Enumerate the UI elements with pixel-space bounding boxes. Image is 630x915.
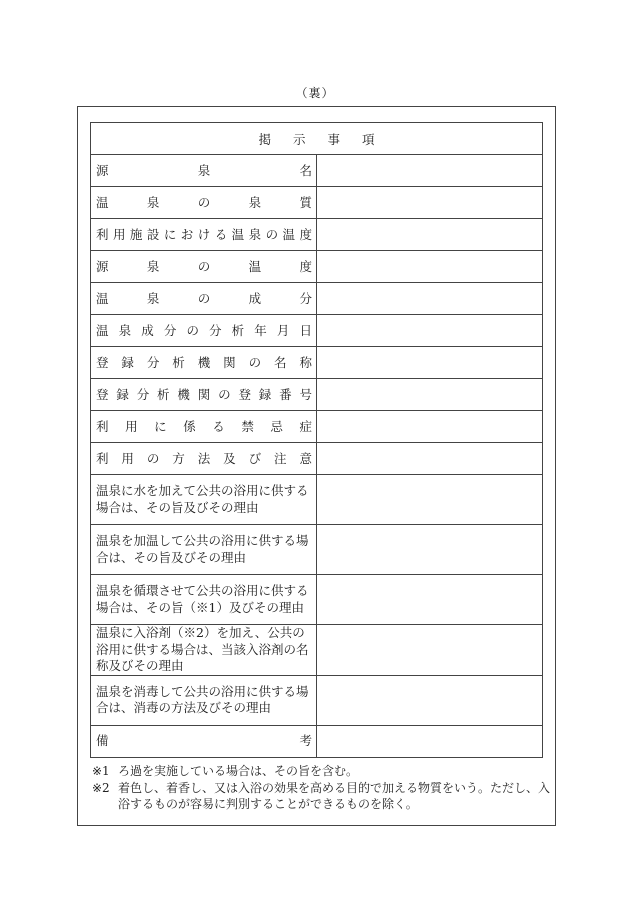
row-label: 備考: [91, 725, 317, 757]
row-value-cell[interactable]: [317, 625, 543, 676]
row-label: 利用の方法及び注意: [91, 443, 317, 475]
row-value-cell[interactable]: [317, 219, 543, 251]
row-value-cell[interactable]: [317, 347, 543, 379]
table-row: [91, 251, 543, 283]
footnote-mark: ※2: [92, 780, 110, 795]
footnotes: [92, 763, 552, 813]
row-label: 温泉の泉質: [91, 187, 317, 219]
table-row: [91, 411, 543, 443]
row-label: 温泉成分の分析年月日: [91, 315, 317, 347]
table-row: [91, 187, 543, 219]
row-label: 源泉名: [91, 155, 317, 187]
footnote: [92, 763, 552, 780]
row-label: 利用施設における温泉の温度: [91, 219, 317, 251]
footnote: [92, 780, 552, 813]
row-value-cell[interactable]: [317, 315, 543, 347]
posting-items-table: [90, 122, 543, 758]
row-value-cell[interactable]: [317, 379, 543, 411]
table-row: [91, 475, 543, 525]
table-row: [91, 219, 543, 251]
table-header-row: [91, 123, 543, 155]
table-row: [91, 625, 543, 676]
row-value-cell[interactable]: [317, 155, 543, 187]
table-row: [91, 725, 543, 757]
table-row: [91, 575, 543, 625]
row-label: 登録分析機関の名称: [91, 347, 317, 379]
row-value-cell[interactable]: [317, 675, 543, 725]
row-value-cell[interactable]: [317, 443, 543, 475]
table-row: [91, 283, 543, 315]
row-label: 温泉の成分: [91, 283, 317, 315]
row-value-cell[interactable]: [317, 283, 543, 315]
row-value-cell[interactable]: [317, 187, 543, 219]
row-value-cell[interactable]: [317, 475, 543, 525]
row-label: 温泉に入浴剤（※2）を加え、公共の浴用に供する場合は、当該入浴剤の名称及びその理由: [91, 625, 317, 676]
table-header: 掲示事項: [91, 123, 543, 155]
table-row: [91, 155, 543, 187]
row-value-cell[interactable]: [317, 575, 543, 625]
table-row: [91, 315, 543, 347]
footnote-text: ろ過を実施している場合は、その旨を含む。: [118, 764, 359, 778]
table-row: [91, 347, 543, 379]
row-label: 温泉を消毒して公共の浴用に供する場合は、消毒の方法及びその理由: [91, 675, 317, 725]
table-row: [91, 379, 543, 411]
table-row: [91, 525, 543, 575]
row-label: 源泉の温度: [91, 251, 317, 283]
page-side-label: （裏）: [295, 86, 335, 100]
row-label: 温泉を加温して公共の浴用に供する場合は、その旨及びその理由: [91, 525, 317, 575]
row-value-cell[interactable]: [317, 251, 543, 283]
footnote-text: 着色し、着香し、又は入浴の効果を高める目的で加える物質をいう。ただし、入浴するものが容易に判別することができるものを除く。: [118, 780, 551, 811]
row-label: 温泉に水を加えて公共の浴用に供する場合は、その旨及びその理由: [91, 475, 317, 525]
row-label: 温泉を循環させて公共の浴用に供する場合は、その旨（※1）及びその理由: [91, 575, 317, 625]
row-value-cell[interactable]: [317, 411, 543, 443]
table-row: [91, 675, 543, 725]
row-value-cell[interactable]: [317, 725, 543, 757]
row-label: 登録分析機関の登録番号: [91, 379, 317, 411]
row-label: 利用に係る禁忌症: [91, 411, 317, 443]
table-row: [91, 443, 543, 475]
row-value-cell[interactable]: [317, 525, 543, 575]
footnote-mark: ※1: [92, 764, 110, 778]
